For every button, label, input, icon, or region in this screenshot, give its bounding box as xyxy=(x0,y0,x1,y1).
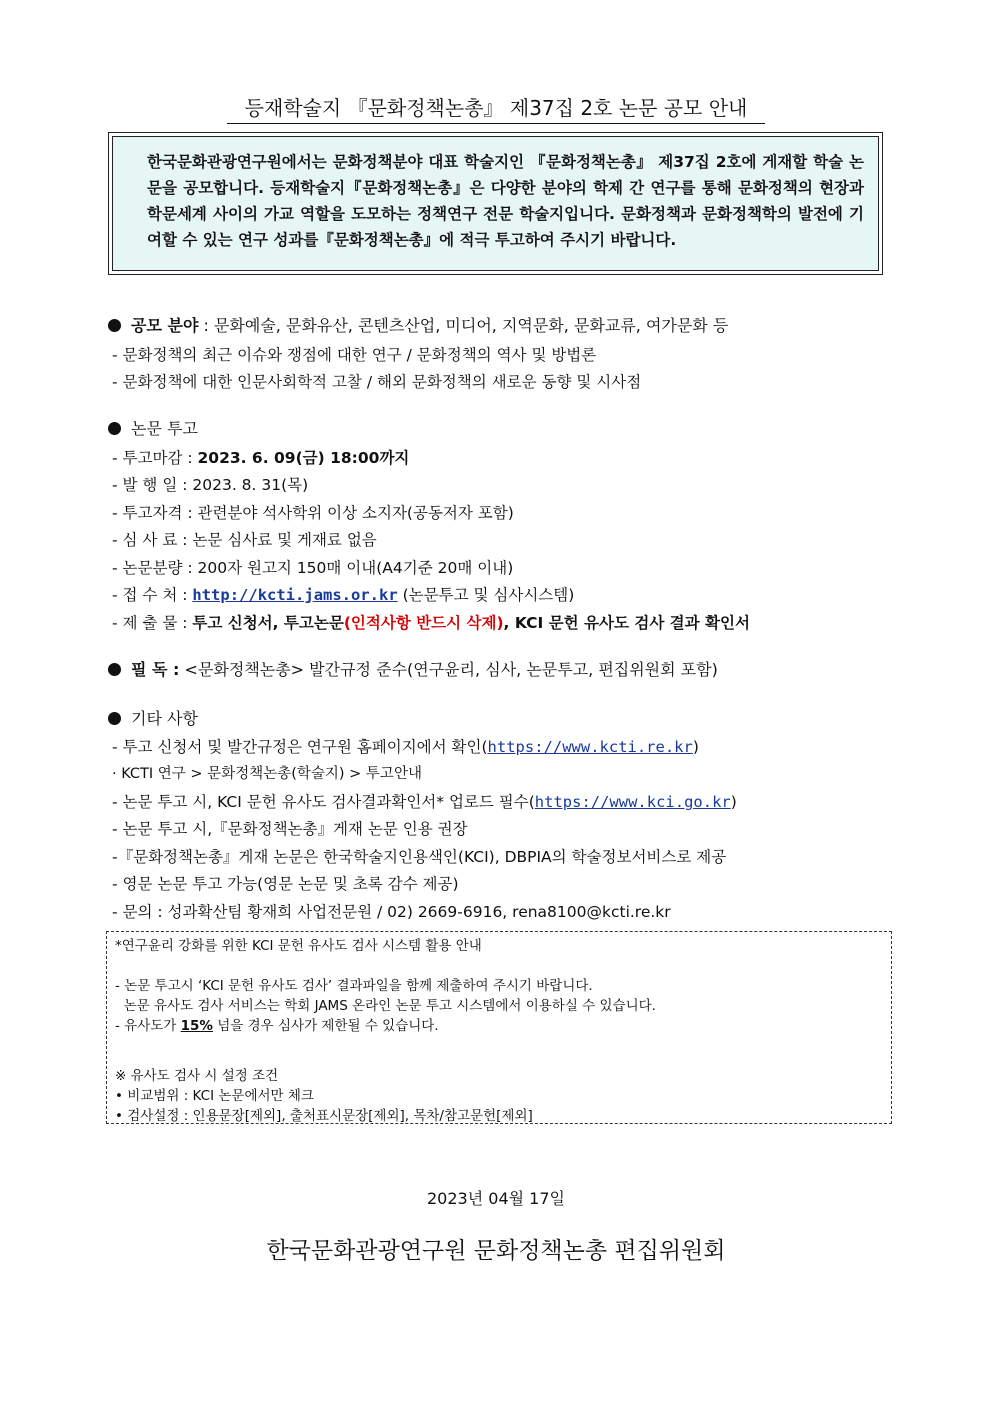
documents-warning: (인적사항 반드시 삭제) xyxy=(343,614,504,632)
kci-link[interactable]: https://www.kci.go.kr xyxy=(534,793,731,811)
etc-line-kci xyxy=(112,790,737,812)
notice-line: 논문 유사도 검사 서비스는 학회 JAMS 온라인 논문 투고 시스템에서 이용하실 수 있습니다. xyxy=(115,998,656,1014)
etc-text: - 투고 신청서 및 발간규정은 연구원 홈페이지에서 확인( xyxy=(112,738,488,756)
bullet-icon xyxy=(108,663,121,676)
length-line: - 논문분량 : 200자 원고지 150매 이내(A4기준 20매 이내) xyxy=(112,559,514,577)
field-item: - 문화정책의 최근 이슈와 쟁점에 대한 연구 / 문화정책의 역사 및 방법론 xyxy=(112,346,597,364)
condition-item: • 검사설정 : 인용문장[제외], 출처표시문장[제외], 목차/참고문헌[제외] xyxy=(115,1108,533,1124)
similarity-notice-box xyxy=(106,931,892,1124)
organization-name: 한국문화관광연구원 문화정책논총 편집위원회 xyxy=(266,1238,726,1264)
field-summary: : 문화예술, 문화유산, 콘텐츠산업, 미디어, 지역문화, 문화교류, 여가문화 등 xyxy=(198,316,729,335)
submission-heading: 논문 투고 xyxy=(131,419,198,438)
etc-line-service: -『문화정책논총』게재 논문은 한국학술지인용색인(KCI), DBPIA의 학술정보서비스로 제공 xyxy=(112,848,727,866)
issue-date: 2023년 04월 17일 xyxy=(427,1189,565,1208)
etc-line-path: · KCTI 연구 > 문화정책논총(학술지) > 투고안내 xyxy=(112,766,422,782)
paren-close: ) xyxy=(730,793,737,811)
documents-label: - 제 출 물 : xyxy=(112,614,193,632)
notice-line: - 논문 투고시 ‘KCI 문헌 유사도 검사’ 결과파일을 함께 제출하여 주시기 바랍니다. xyxy=(115,978,593,994)
condition-title: ※ 유사도 검사 시 설정 조건 xyxy=(115,1068,279,1084)
documents-line xyxy=(112,611,750,633)
bullet-icon xyxy=(108,319,121,332)
field-heading: 공모 분야 xyxy=(131,316,199,335)
section-field xyxy=(108,313,728,336)
required-heading: 필 독 : xyxy=(131,660,180,679)
documents-kci: , KCI 문헌 유사도 검사 결과 확인서 xyxy=(503,614,750,632)
publish-line: - 발 행 일 : 2023. 8. 31(목) xyxy=(112,476,309,494)
bullet-icon xyxy=(108,712,121,725)
etc-line-citation: - 논문 투고 시,『문화정책논총』게재 논문 인용 권장 xyxy=(112,820,468,838)
notice-text: 넘을 경우 심사가 제한될 수 있습니다. xyxy=(212,1018,439,1034)
reception-line xyxy=(112,583,574,605)
deadline-label: - 투고마감 : xyxy=(112,449,198,467)
reception-note: (논문투고 및 심사시스템) xyxy=(397,586,575,604)
notice-title: *연구윤리 강화를 위한 KCI 문헌 유사도 검사 시스템 활용 안내 xyxy=(115,938,482,954)
notice-limit xyxy=(115,1014,439,1034)
deadline-value: 2023. 6. 09(금) 18:00까지 xyxy=(197,449,410,467)
kcti-link[interactable]: https://www.kcti.re.kr xyxy=(487,738,693,756)
condition-item: • 비교범위 : KCI 논문에서만 체크 xyxy=(115,1088,314,1104)
section-etc xyxy=(108,706,198,729)
paren-close: ) xyxy=(692,738,699,756)
fee-line: - 심 사 료 : 논문 심사료 및 게재료 없음 xyxy=(112,531,377,549)
section-submission xyxy=(108,416,198,439)
field-item: - 문화정책에 대한 인문사회학적 고찰 / 해외 문화정책의 새로운 동향 및 시사점 xyxy=(112,373,642,391)
deadline-line xyxy=(112,446,409,468)
reception-label: - 접 수 처 : xyxy=(112,586,193,604)
document-title xyxy=(0,92,992,121)
etc-line-contact: - 문의 : 성과확산팀 황재희 사업전문원 / 02) 2669-6916, rena8100@kcti.re.kr xyxy=(112,903,671,921)
eligibility-line: - 투고자격 : 관련분야 석사학위 이상 소지자(공동저자 포함) xyxy=(112,504,514,522)
etc-heading: 기타 사항 xyxy=(131,709,198,728)
etc-text: - 논문 투고 시, KCI 문헌 유사도 검사결과확인서* 업로드 필수( xyxy=(112,793,535,811)
intro-text: 한국문화관광연구원에서는 문화정책분야 대표 학술지인 『문화정책논총』 제37집 2호에 게재할 학술 논문을 공모합니다. 등재학술지『문화정책논총』은 다양한 분야의 학제 간 연구를 통해 문화정책의 현장과 학문세계 사이의 가교 역할을 도모하는 정책연구 전문 학술지입니다. 문화정책과 문화정책학의 발전에 기여할 수 있는 연구 성과를『문화정책논총』에 적극 투고하여 주시기 바랍니다. xyxy=(112,136,879,271)
documents-main: 투고 신청서, 투고논문 xyxy=(192,614,344,632)
required-text: <문화정책논총> 발간규정 준수(연구윤리, 심사, 논문투고, 편집위원회 포함) xyxy=(179,660,718,679)
section-required xyxy=(108,657,718,680)
bullet-icon xyxy=(108,422,121,435)
reception-link[interactable]: http://kcti.jams.or.kr xyxy=(192,586,398,604)
similarity-threshold: 15% xyxy=(180,1018,213,1034)
etc-line-homepage xyxy=(112,735,699,757)
etc-line-english: - 영문 논문 투고 가능(영문 논문 및 초록 감수 제공) xyxy=(112,875,459,893)
notice-text: - 유사도가 xyxy=(115,1018,181,1034)
intro-box xyxy=(108,132,883,275)
title-text: 등재학술지 『문화정책논총』 제37집 2호 논문 공모 안내 xyxy=(227,96,766,124)
